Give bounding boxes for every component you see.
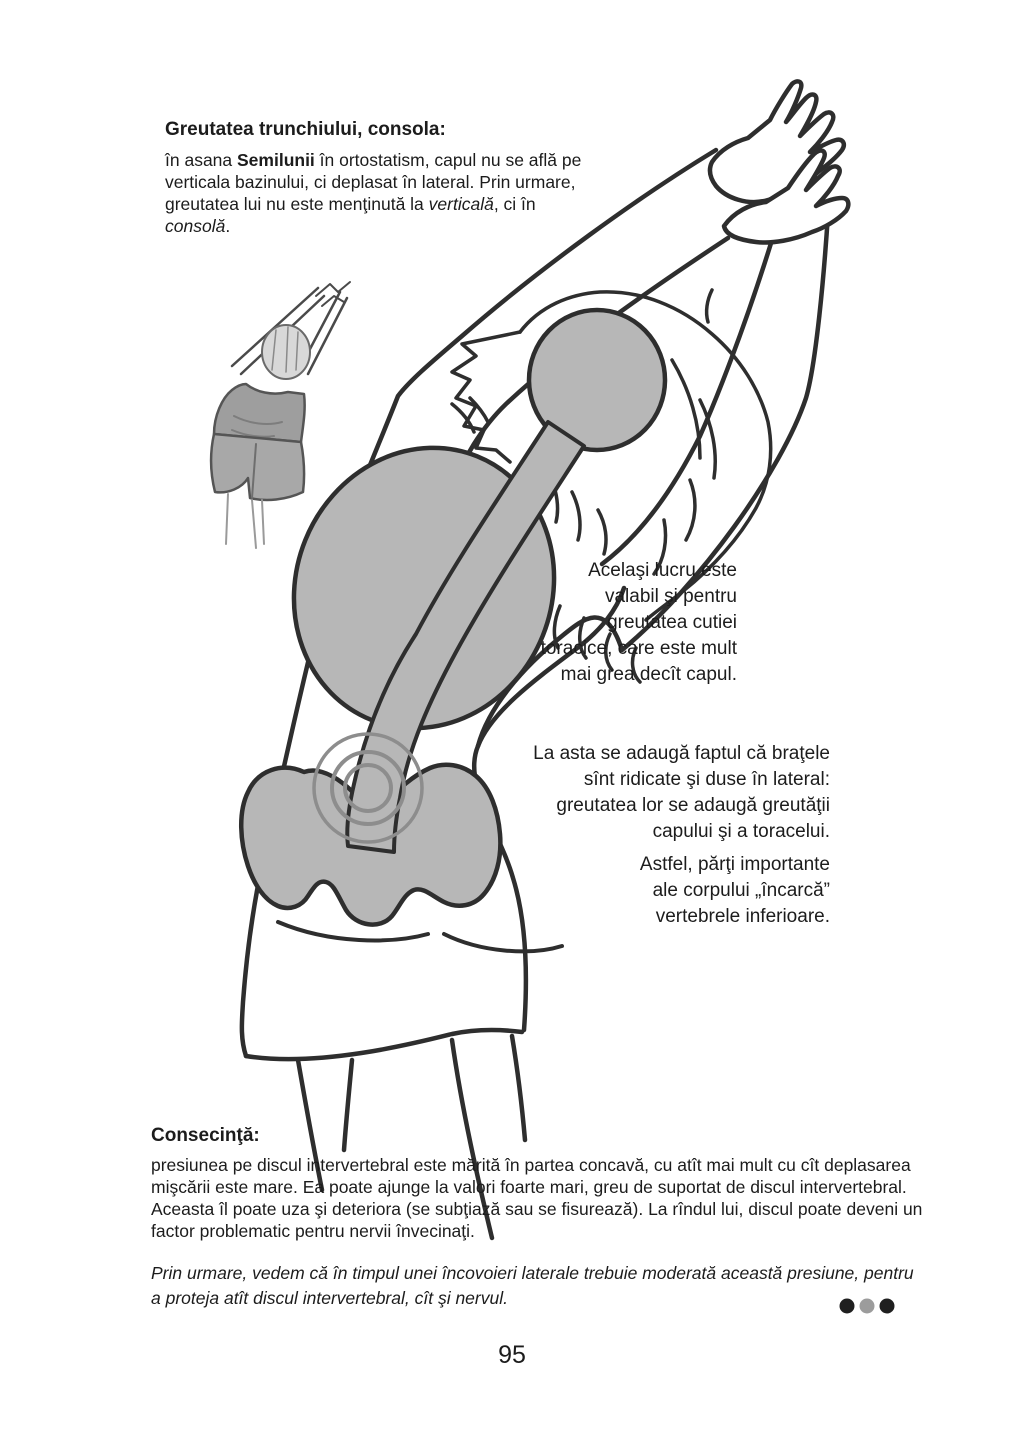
note-arms-weight xyxy=(533,741,830,845)
section-dots xyxy=(836,1296,898,1316)
shorts-hem xyxy=(246,1030,522,1059)
hands xyxy=(710,81,848,242)
note-thorax-weight xyxy=(541,558,737,688)
page-number: 95 xyxy=(498,1341,526,1369)
intro-text: în ortostatism, capul nu se află pe xyxy=(314,150,582,170)
intro-bold-term: Semilunii xyxy=(237,150,315,170)
note-line: vertebrele inferioare. xyxy=(655,906,830,927)
conclusion-line: Prin urmare, vedem că în timpul unei încovoieri laterale trebuie moderată această presiune, pentru xyxy=(151,1263,914,1283)
intro-text: . xyxy=(225,216,231,236)
note-line: sînt ridicate şi duse în lateral: xyxy=(583,769,830,790)
note-line: Astfel, părţi importante xyxy=(639,854,830,875)
note-line: valabil şi pentru xyxy=(604,586,737,607)
consequence-line: Aceasta îl poate uza şi deteriora (se subţiază sau se fisurează). La rîndul lui, discul poate deveni un xyxy=(151,1199,923,1219)
intro-line: verticala bazinului, ci deplasat în lateral. Prin urmare, xyxy=(165,172,576,192)
small-legs xyxy=(226,494,264,548)
hair-tufts-left xyxy=(452,332,520,462)
intro-line xyxy=(165,215,581,237)
consequence-line: presiunea pe discul intervertebral este mărită în partea concavă, cu atît mai mult cu cît deplasarea xyxy=(151,1155,911,1175)
buttock-creases xyxy=(278,922,562,951)
intro-text: , ci în xyxy=(493,194,536,214)
small-tank-top xyxy=(214,384,305,442)
dot-2 xyxy=(860,1299,875,1314)
consequence-heading: Consecinţă: xyxy=(151,1125,260,1146)
consequence-block xyxy=(151,1124,922,1242)
note-line: La asta se adaugă faptul că braţele xyxy=(533,743,830,764)
dot-3 xyxy=(880,1299,895,1314)
intro-block xyxy=(165,118,581,237)
intro-italic-term: consolă xyxy=(165,216,226,236)
note-line: toracice, care este mult xyxy=(540,638,737,659)
note-line: greutatea lor se adaugă greutăţii xyxy=(556,795,830,816)
intro-text: în asana xyxy=(165,150,237,170)
dot-1 xyxy=(840,1299,855,1314)
conclusion-line: a proteja atît discul intervertebral, cît şi nervul. xyxy=(151,1288,508,1308)
consequence-line: mişcării este mare. Ea poate ajunge la valori foarte mari, greu de suportat de discul intervertebral. xyxy=(151,1177,907,1197)
note-line: ale corpului „încarcă” xyxy=(652,880,830,901)
small-shorts xyxy=(211,434,304,500)
note-line: Acelaşi lucru este xyxy=(588,560,737,581)
note-line: capului şi a toracelui. xyxy=(652,821,830,842)
note-line: mai grea decît capul. xyxy=(560,664,737,685)
intro-line xyxy=(165,193,581,215)
intro-heading: Greutatea trunchiului, consola: xyxy=(165,119,446,140)
intro-italic-term: verticală xyxy=(428,194,494,214)
intro-line xyxy=(165,149,581,171)
elbow-crease-right xyxy=(707,290,712,322)
note-line: greutatea cutiei xyxy=(607,612,737,633)
note-vertebrae-load xyxy=(640,852,830,930)
conclusion-block xyxy=(151,1261,914,1311)
small-hands xyxy=(316,282,350,306)
intro-text: greutatea lui nu este menţinută la xyxy=(165,194,429,214)
consequence-line: factor problematic pentru nervii învecinaţi. xyxy=(151,1221,475,1241)
